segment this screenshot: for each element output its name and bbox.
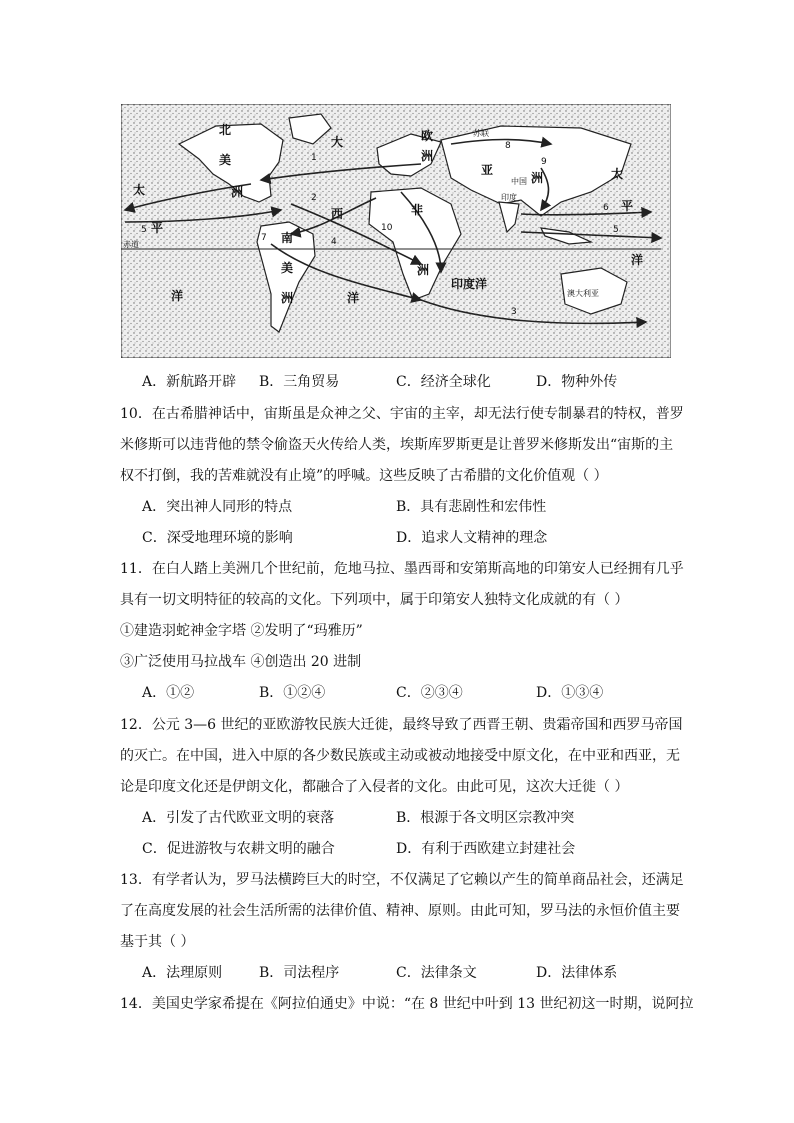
q9-option-c[interactable]: C．经济全球化: [396, 374, 491, 390]
q13-line-3: 基于其（ ）: [120, 934, 195, 950]
map-label-europe-ou: 欧: [421, 129, 434, 143]
map-label-continent1: 洲: [231, 185, 244, 199]
map-label-indian-ocean: 印度洋: [451, 277, 488, 291]
map-label-america2: 美: [281, 261, 294, 275]
q13-line-1: 13．有学者认为，罗马法横跨巨大的时空，不仅满足了它赖以产生的简单商品社会，还满足: [120, 872, 684, 888]
q10-line-3: 权不打倒，我的苦难就没有止境”的呼喊。这些反映了古希腊的文化价值观（ ）: [120, 468, 608, 484]
q10-option-d[interactable]: D．追求人文精神的理念: [396, 530, 548, 546]
route-number-1: 1: [311, 153, 317, 163]
map-label-north: 北: [219, 123, 232, 137]
q11-line-2: 具有一切文明特征的较高的文化。下列项中，属于印第安人独特文化成就的有（ ）: [120, 592, 629, 608]
q10-option-c[interactable]: C．深受地理环境的影响: [142, 530, 293, 546]
route-number-2: 2: [311, 193, 317, 203]
q9-option-d[interactable]: D．物种外传: [536, 374, 618, 390]
q12-option-c[interactable]: C．促进游牧与农耕文明的融合: [142, 841, 335, 857]
map-label-continent2: 洲: [281, 291, 294, 305]
map-label-yang-e: 洋: [631, 253, 644, 267]
map-label-pacific-tai-e: 太: [611, 167, 624, 181]
q12-option-d[interactable]: D．有利于西欧建立封建社会: [396, 841, 576, 857]
q11-line-1: 11．在白人踏上美洲几个世纪前，危地马拉、墨西哥和安第斯高地的印第安人已经拥有几乎: [120, 561, 684, 577]
map-label-africa-zhou: 洲: [417, 263, 430, 277]
q12-option-a[interactable]: A．引发了古代欧亚文明的衰落: [142, 810, 335, 826]
map-label-ping-e: 平: [621, 199, 634, 213]
map-label-pacific-ping: 平: [151, 221, 164, 235]
map-label-asia-ya: 亚: [481, 163, 494, 177]
q13-option-a[interactable]: A．法理原则: [142, 965, 223, 981]
map-label-atlantic-yang: 洋: [347, 291, 360, 305]
q13-options: [0, 963, 794, 983]
map-label-equator: 赤道: [123, 240, 139, 249]
q12-line-3: 论是印度文化还是伊朗文化，都融合了入侵者的文化。由此可见，这次大迁徙（ ）: [120, 779, 629, 795]
map-label-america1: 美: [219, 153, 232, 167]
q11-items-1: ①建造羽蛇神金字塔 ②发明了“玛雅历”: [120, 623, 363, 639]
map-label-australia: 澳大利亚: [567, 289, 599, 298]
q11-option-c[interactable]: C．②③④: [396, 685, 463, 701]
q14-line-1: 14．美国史学家希提在《阿拉伯通史》中说：“在 8 世纪中叶到 13 世纪初这一时期，说阿拉: [120, 996, 694, 1012]
route-number-3: 3: [511, 307, 517, 317]
q10-option-b[interactable]: B．具有悲剧性和宏伟性: [396, 499, 547, 515]
q11-option-d[interactable]: D．①③④: [536, 685, 604, 701]
map-label-europe-zhou: 洲: [421, 149, 434, 163]
route-number-9: 9: [541, 157, 547, 167]
map-label-atlantic-da: 大: [331, 135, 344, 149]
q11-option-a[interactable]: A．①②: [142, 685, 195, 701]
route-number-7: 7: [261, 233, 267, 243]
map-label-south: 南: [281, 231, 294, 245]
world-trade-routes-map: [121, 104, 671, 358]
route-number-8: 8: [505, 141, 511, 151]
q13-option-b[interactable]: B．司法程序: [259, 965, 340, 981]
q11-items-2: ③广泛使用马拉战车 ④创造出 20 进制: [120, 654, 362, 670]
q9-option-b[interactable]: B．三角贸易: [259, 374, 340, 390]
q13-option-d[interactable]: D．法律体系: [536, 965, 618, 981]
q12-line-2: 的灭亡。在中国，进入中原的各少数民族或主动或被动地接受中原文化，在中亚和西亚，无: [120, 748, 680, 764]
route-number-5b: 5: [613, 225, 619, 235]
map-label-china: 中国: [511, 177, 527, 186]
q10-line-1: 10．在古希腊神话中，宙斯虽是众神之父、宇宙的主宰，却无法行使专制暴君的特权，普罗: [120, 406, 684, 422]
q9-options: [0, 372, 794, 392]
route-number-10: 10: [381, 223, 393, 233]
route-number-6: 6: [603, 203, 609, 213]
q13-option-c[interactable]: C．法律条文: [396, 965, 477, 981]
q12-option-b[interactable]: B．根源于各文明区宗教冲突: [396, 810, 575, 826]
q10-line-2: 米修斯可以违背他的禁令偷盗天火传给人类，埃斯库罗斯更是让普罗米修斯发出“宙斯的主: [120, 437, 674, 453]
q11-option-b[interactable]: B．①②④: [259, 685, 326, 701]
q12-line-1: 12．公元 3—6 世纪的亚欧游牧民族大迁徙，最终导致了西晋王朝、贵霜帝国和西罗马帝国: [120, 717, 683, 733]
route-number-5a: 5: [141, 225, 147, 235]
q10-option-a[interactable]: A．突出神人同形的特点: [142, 499, 293, 515]
map-label-atlantic-xi: 西: [331, 207, 344, 221]
map-label-pacific-tai: 太: [133, 183, 146, 197]
map-label-soviet: 苏联: [473, 129, 489, 138]
map-label-africa-fei: 非: [411, 203, 424, 217]
map-label-asia-zhou: 洲: [531, 171, 544, 185]
q9-option-a[interactable]: A．新航路开辟: [142, 374, 237, 390]
map-label-india: 印度: [501, 193, 517, 202]
q13-line-2: 了在高度发展的社会生活所需的法律价值、精神、原则。由此可知，罗马法的永恒价值主要: [120, 903, 680, 919]
route-number-4: 4: [331, 237, 337, 247]
map-label-pacific-yang: 洋: [171, 289, 184, 303]
q11-options: [0, 683, 794, 703]
